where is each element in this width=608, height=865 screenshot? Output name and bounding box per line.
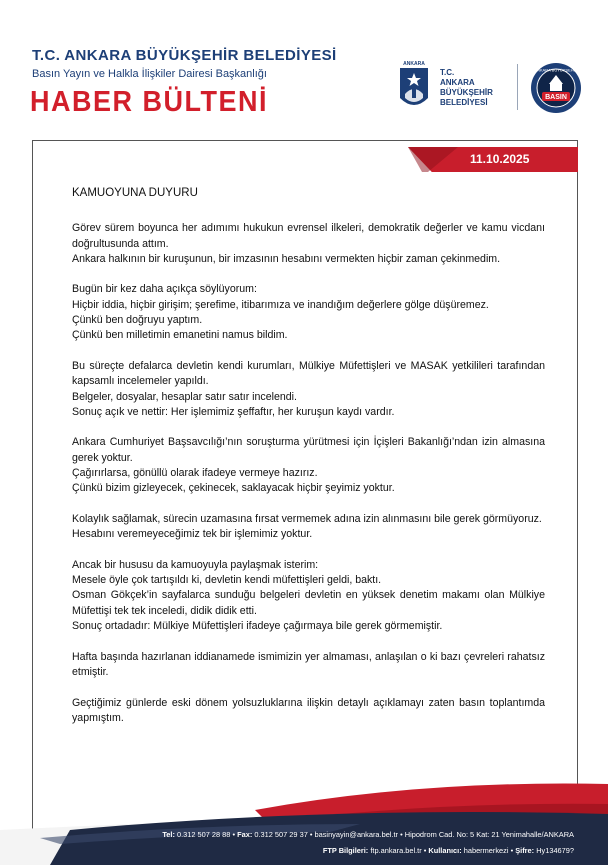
municipality-name-line: T.C.: [440, 68, 455, 77]
paragraph: [72, 558, 545, 634]
bulletin-title: HABER BÜLTENİ: [30, 86, 268, 118]
paragraph-line: Hiçbir iddia, hiçbir girişim; şerefime, itibarımıza ve inandığım değerlere gölge düşüremez.: [72, 298, 489, 311]
paragraph-line: Osman Gökçek’in sayfalarca sunduğu belgeleri devletin en yüksek denetim makamı olan Mülkiye Müfettişi tek tek inceledi, didik didik etti.: [72, 589, 545, 617]
footer-contact-line: Tel: 0.312 507 28 88 • Fax: 0.312 507 29 37 • basinyayin@ankara.bel.tr • Hipodrom Cad. No: 5 Kat: 21 Yenimahalle/ANKARA: [162, 830, 574, 839]
page-header: [0, 0, 608, 140]
tel-value: 0.312 507 28 88: [176, 830, 231, 839]
document-body: [72, 186, 545, 741]
logo-divider: [517, 64, 518, 110]
org-subtitle: Basın Yayın ve Halkla İlişkiler Dairesi Başkanlığı: [32, 68, 267, 80]
ftp-label: FTP Bilgileri:: [322, 846, 369, 855]
document-heading: KAMUOYUNA DUYURU: [72, 187, 198, 199]
paragraph-line: Belgeler, dosyalar, hesaplar satır satır incelendi.: [72, 390, 297, 403]
paragraph-line: Bugün bir kez daha açıkça söylüyorum:: [72, 283, 257, 296]
paragraph-line: Mesele öyle çok tartışıldı ki, devletin kendi müfettişleri geldi, baktı.: [72, 574, 382, 587]
press-logo-text: BASIN: [545, 94, 567, 101]
user-label: Kullanıcı:: [428, 846, 462, 855]
org-title: T.C. ANKARA BÜYÜKŞEHİR BELEDİYESİ: [32, 47, 337, 64]
logo-top-label: ANKARA: [403, 61, 425, 67]
ftp-value[interactable]: ftp.ankara.bel.tr: [370, 846, 422, 855]
paragraph-line: Hesabını veremeyeceğimiz tek bir işlemimiz yoktur.: [72, 528, 313, 541]
paragraph-line: Ankara halkının bir kuruşunun, bir imzasının hesabını vermekten hiçbir zaman çekinmedim.: [72, 252, 501, 265]
paragraph: [72, 221, 545, 267]
password-label: Şifre:: [515, 846, 535, 855]
email-value[interactable]: basinyayin@ankara.bel.tr: [314, 830, 399, 839]
user-value: habermerkezi: [463, 846, 509, 855]
municipality-name-line: BELEDİYESİ: [440, 98, 488, 107]
paragraph-line: Geçtiğimiz günlerde eski dönem yolsuzluklarına ilişkin detaylı açıklamayı zaten basın toplantımda yapmıştım.: [72, 696, 545, 724]
address-value: Hipodrom Cad. No: 5 Kat: 21 Yenimahalle/ANKARA: [404, 830, 574, 839]
paragraph-line: Çağırırlarsa, gönüllü olarak ifadeye vermeye hazırız.: [72, 467, 318, 480]
password-value: Hy134679?: [536, 846, 574, 855]
paragraph: [72, 282, 545, 343]
tel-label: Tel:: [162, 830, 175, 839]
footer-ftp-line: FTP Bilgileri: ftp.ankara.bel.tr • Kullanıcı: habermerkezi • Şifre: Hy134679?: [322, 846, 574, 855]
ankara-municipality-logo-icon: [397, 60, 431, 114]
paragraph-line: Görev sürem boyunca her adımımı hukukun evrensel ilkeleri, demokratik değerler ve kamu vicdanı doğrultusunda attım.: [72, 222, 545, 250]
paragraph-line: Hafta başında hazırlanan iddianamede ismimizin yer almaması, anlaşılan o ki bazı çevreleri rahatsız etmiştir.: [72, 650, 545, 678]
paragraph-line: Sonuç açık ve nettir: Her işlemimiz şeffaftır, her kuruşun kaydı vardır.: [72, 405, 395, 418]
paragraph: [72, 696, 545, 727]
paragraph-line: Bu süreçte defalarca devletin kendi kurumları, Mülkiye Müfettişleri ve MASAK yetkilileri tarafından kapsamlı incelemeler yapıldı.: [72, 359, 545, 388]
paragraph-line: Ankara Cumhuriyet Başsavcılığı’nın soruşturma yürütmesi için İçişleri Bakanlığı’ndan izin almasına gerek yoktur.: [72, 436, 545, 464]
paragraph: [72, 435, 545, 496]
paragraph-line: Çünkü bizim gizleyecek, çekinecek, saklayacak hiçbir şeyimiz yoktur.: [72, 482, 395, 495]
paragraph: [72, 359, 545, 420]
press-logo-icon: [530, 62, 582, 114]
municipality-name: [440, 68, 493, 108]
bulletin-date: 11.10.2025: [470, 152, 530, 166]
municipality-name-line: ANKARA: [440, 78, 475, 87]
municipality-name-line: BÜYÜKŞEHİR: [440, 88, 493, 97]
paragraph-line: Çünkü ben milletimin emanetini namus bildim.: [72, 329, 288, 342]
paragraph: [72, 512, 545, 543]
paragraph-line: Kolaylık sağlamak, sürecin uzamasına fırsat vermemek adına izin alınmasını bile gerek görmüyoruz.: [72, 512, 542, 525]
paragraph-line: Çünkü ben doğruyu yaptım.: [72, 314, 203, 327]
fax-label: Fax:: [237, 830, 253, 839]
fax-value: 0.312 507 29 37: [254, 830, 308, 839]
press-logo-ring: ANKARA BÜYÜKŞEHİR: [534, 67, 578, 73]
paragraph-line: Ancak bir hususu da kamuoyuyla paylaşmak isterim:: [72, 558, 319, 571]
paragraph-line: Sonuç ortadadır: Mülkiye Müfettişleri ifadeye çağırmaya bile gerek görmemiştir.: [72, 620, 443, 633]
paragraph: [72, 650, 545, 681]
